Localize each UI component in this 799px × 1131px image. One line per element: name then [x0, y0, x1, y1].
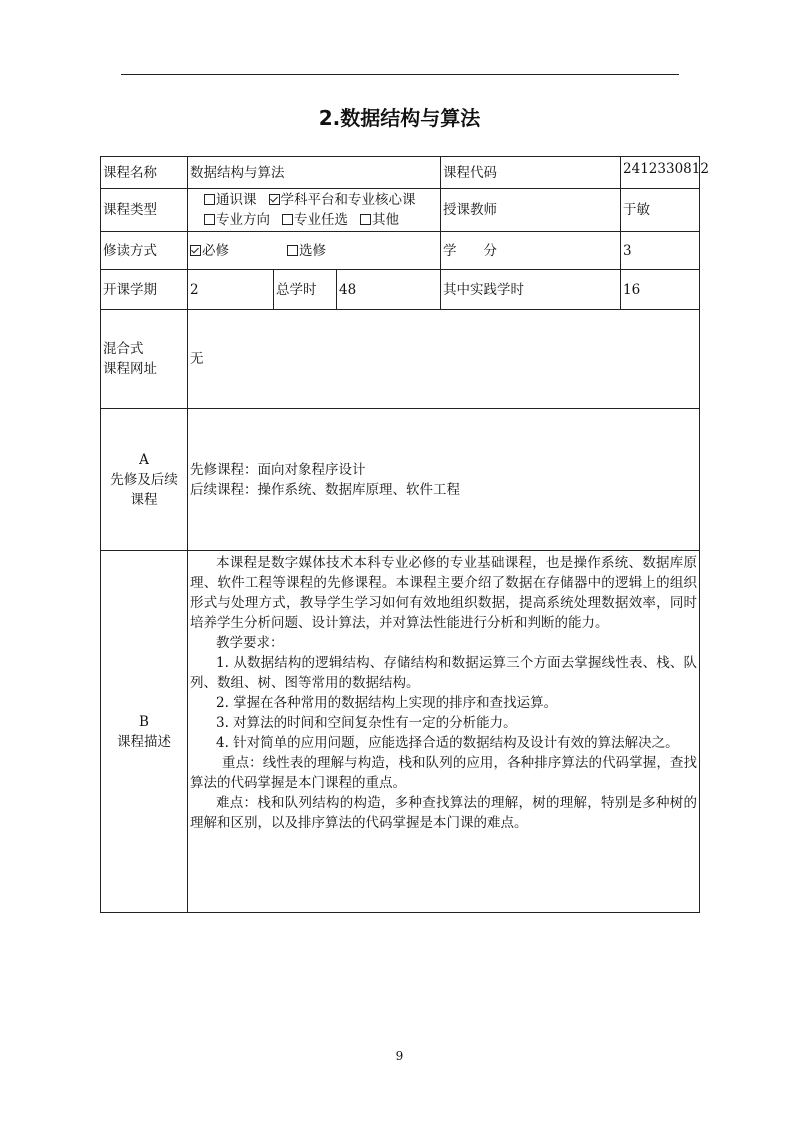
practice-hours-value: 16 — [621, 270, 700, 310]
option-elective: 专业任选 — [282, 212, 348, 228]
page-number: 9 — [395, 1049, 404, 1063]
description-label-text: 课程描述 — [117, 733, 171, 750]
term-value: 2 — [188, 270, 274, 310]
prerequisites-label — [101, 409, 188, 551]
course-type-options — [188, 189, 441, 232]
description-label — [101, 551, 188, 913]
row-mixed-course-url — [101, 310, 700, 409]
course-code-label: 课程代码 — [441, 157, 621, 189]
description-label-b: B — [139, 713, 149, 730]
term-label: 开课学期 — [101, 270, 188, 310]
key-points: 重点：线性表的理解与构造，栈和队列的应用，各种排序算法的代码掌握，查找算法的代码掌握是本门课程的重点。 — [190, 755, 698, 791]
prerequisites-value — [188, 409, 700, 551]
option-general: 通识课 — [204, 192, 257, 208]
mixed-course-label-line2: 课程网址 — [103, 361, 157, 377]
teacher-label: 授课教师 — [441, 189, 621, 232]
teacher-value: 于敏 — [621, 189, 700, 232]
prerequisites-label-line1: 先修及后续 — [110, 471, 178, 488]
difficulties: 难点：栈和队列结构的构造，多种查找算法的理解，树的理解，特别是多种树的理解和区别，以及排序算法的代码掌握是本门课的难点。 — [190, 795, 698, 831]
requirement-4: 4. 针对简单的应用问题，应能选择合适的数据结构及设计有效的算法解决之。 — [216, 735, 679, 751]
requirement-1: 1. 从数据结构的逻辑结构、存储结构和数据运算三个方面去掌握线性表、栈、队列、数组、树、图等常用的数据结构。 — [190, 655, 698, 691]
credit-label: 学 分 — [441, 232, 621, 270]
checkbox-direction — [204, 214, 215, 225]
requirement-3: 3. 对算法的时间和空间复杂性有一定的分析能力。 — [216, 715, 517, 731]
practice-hours-label: 其中实践学时 — [441, 270, 621, 310]
option-optional: 选修 — [287, 243, 326, 259]
prerequisites-label-a: A — [139, 451, 149, 468]
prerequisite-courses: 先修课程：面向对象程序设计 — [190, 461, 366, 478]
credit-value: 3 — [621, 232, 700, 270]
option-other: 其他 — [360, 212, 399, 228]
study-mode-options — [188, 232, 441, 270]
description-intro: 本课程是数字媒体技术本科专业必修的专业基础课程，也是操作系统、数据库原理、软件工程等课程的先修课程。本课程主要介绍了数据在存储器中的逻辑上的组织形式与处理方式，教导学生学习如何有效地组织数据，提高系统处理数据效率，同时培养学生分析问题、设计算法，并对算法性能进行分析和判断的能力。 — [190, 555, 698, 631]
checkbox-core — [269, 194, 280, 205]
checkbox-optional — [287, 245, 298, 256]
mixed-course-value: 无 — [188, 310, 700, 409]
header-rule — [121, 74, 679, 75]
row-prerequisites — [101, 409, 700, 551]
course-info-table — [100, 156, 709, 913]
mixed-course-label — [101, 310, 188, 409]
row-course-type — [101, 189, 700, 232]
requirement-2: 2. 掌握在各种常用的数据结构上实现的排序和查找运算。 — [216, 695, 558, 711]
study-mode-label: 修读方式 — [101, 232, 188, 270]
course-name-value: 数据结构与算法 — [188, 157, 441, 189]
checkbox-elective — [282, 214, 293, 225]
course-code-value: 2412330812 — [621, 157, 700, 189]
description-content — [188, 551, 700, 913]
row-term — [101, 270, 700, 310]
row-course-description — [101, 551, 700, 913]
section-title: 2.数据结构与算法 — [318, 106, 481, 130]
course-name-label: 课程名称 — [101, 157, 188, 189]
checkbox-required — [190, 245, 201, 256]
mixed-course-label-line1: 混合式 — [103, 341, 144, 357]
requirements-title: 教学要求： — [216, 635, 284, 651]
prerequisites-label-line2: 课程 — [130, 491, 158, 508]
option-core: 学科平台和专业核心课 — [269, 192, 416, 208]
checkbox-general — [204, 194, 215, 205]
checkbox-other — [360, 214, 371, 225]
row-study-mode — [101, 232, 700, 270]
follow-up-courses: 后续课程：操作系统、数据库原理、软件工程 — [190, 481, 460, 498]
course-type-label: 课程类型 — [101, 189, 188, 232]
total-hours-label: 总学时 — [274, 270, 337, 310]
total-hours-value: 48 — [337, 270, 441, 310]
row-course-name — [101, 157, 700, 189]
option-required: 必修 — [190, 243, 229, 259]
option-direction: 专业方向 — [204, 212, 270, 228]
